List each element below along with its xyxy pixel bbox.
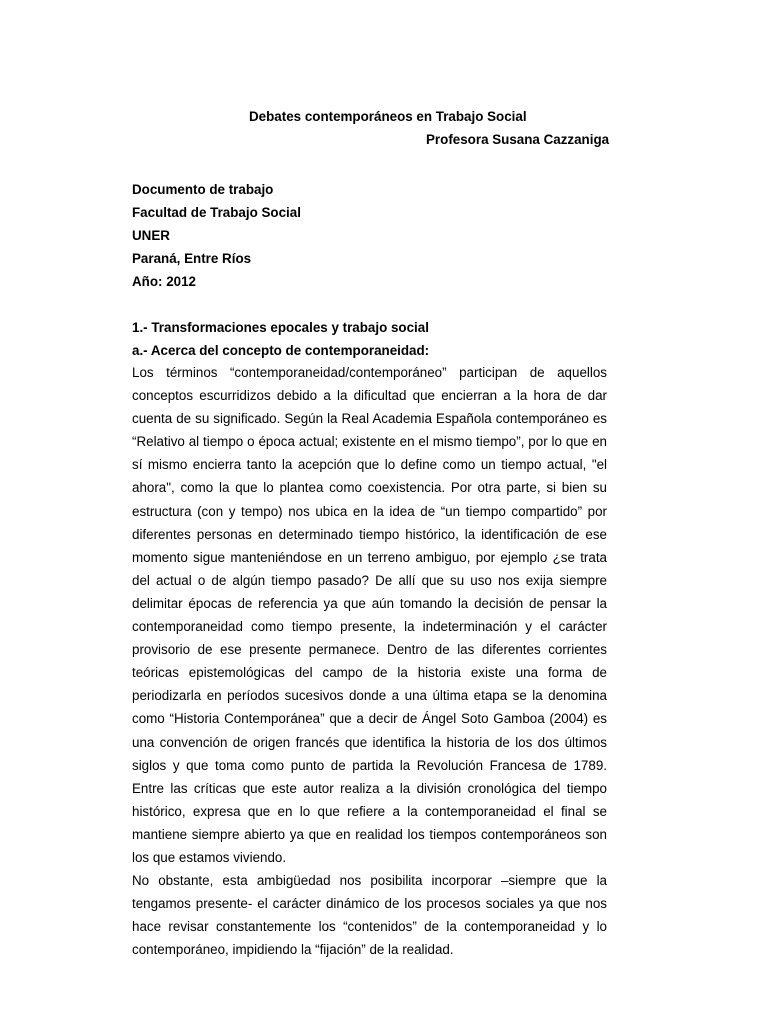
document-title: Debates contemporáneos en Trabajo Social: [249, 109, 527, 124]
section-heading: [132, 316, 429, 362]
paragraph: Los términos “contemporaneidad/contemporáneo” participan de aquellos conceptos escurridizos debido a la dificultad que encierran a la hora de dar cuenta de su significado. Según la Real Academia Española contemporáneo es “Relativo al tiempo o época actual; existente en el mismo tiempo”, por lo que en sí mismo encierra tanto la acepción que lo define como un tiempo actual, "el ahora", como la que lo plantea como coexistencia. Por otra parte, si bien su estructura (con y tempo) nos ubica en la idea de “un tiempo compartido” por diferentes personas en determinado tiempo histórico, la identificación de ese momento sigue manteniéndose en un terreno ambiguo, por ejemplo ¿se trata del actual o de algún tiempo pasado? De allí que su uso nos exija siempre delimitar épocas de referencia ya que aún tomando la decisión de pensar la contemporaneidad como tiempo presente, la indeterminación y el carácter provisorio de ese presente permanece. Dentro de las diferentes corrientes teóricas epistemológicas del campo de la historia existe una forma de periodizarla en períodos sucesivos donde a una última etapa se la denomina como “Historia Contemporánea” que a decir de Ángel Soto Gamboa (2004) es una convención de origen francés que identifica la historia de los dos últimos siglos y que toma como punto de partida la Revolución Francesa de 1789. Entre las críticas que este autor realiza a la división cronológica del tiempo histórico, expresa que en lo que refiere a la contemporaneidad el final se mantiene siempre abierto ya que en realidad los tiempos contemporáneos son los que estamos viviendo.: [132, 365, 607, 865]
document-meta: [132, 178, 301, 293]
document-author: Profesora Susana Cazzaniga: [426, 132, 610, 147]
document-body: [132, 361, 607, 961]
meta-line-faculty: Facultad de Trabajo Social: [132, 205, 301, 220]
meta-line-location: Paraná, Entre Ríos: [132, 251, 252, 266]
meta-line-university: UNER: [132, 228, 170, 243]
subsection-title: a.- Acerca del concepto de contemporaneidad:: [132, 343, 430, 358]
meta-line-type: Documento de trabajo: [132, 182, 274, 197]
section-title: 1.- Transformaciones epocales y trabajo social: [132, 320, 429, 335]
paragraph: No obstante, esta ambigüedad nos posibilita incorporar –siempre que la tengamos presente- el carácter dinámico de los procesos sociales ya que nos hace revisar constantemente los “contenidos” de la contemporaneidad y lo contemporáneo, impidiendo la “fijación” de la realidad.: [132, 873, 607, 958]
meta-line-year: Año: 2012: [132, 274, 196, 289]
